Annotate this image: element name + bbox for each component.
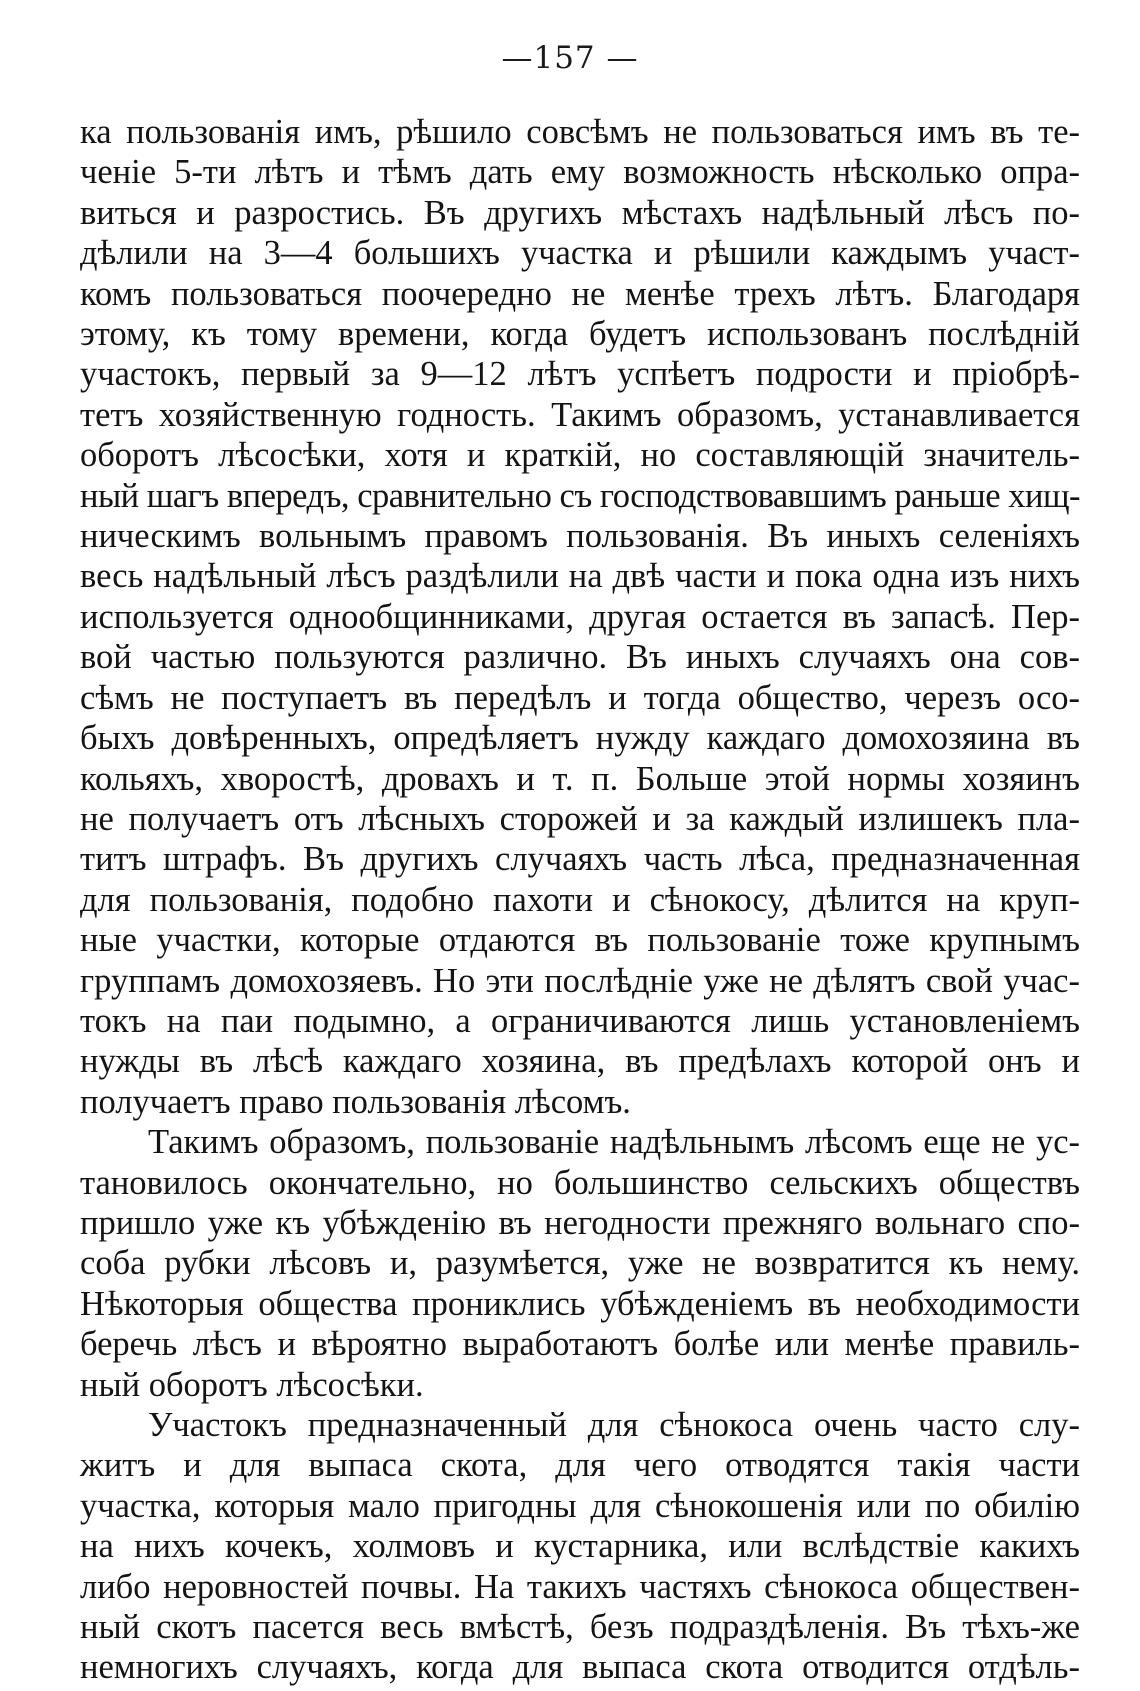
text-line: токъ на паи подымно, а ограничиваются лишь установленіемъ: [80, 1001, 1080, 1040]
text-line: ные участки, которые отдаются въ пользованіе тоже крупнымъ: [80, 921, 1080, 960]
text-line: ный шагъ впередъ, сравнительно съ господствовавшимъ раньше хищ-: [80, 476, 1080, 515]
text-line: дѣлили на 3—4 большихъ участка и рѣшили каждымъ участ-: [80, 234, 1080, 273]
text-line: пришло уже къ убѣжденію въ негодности прежняго вольнаго спо-: [80, 1203, 1080, 1242]
text-line: соба рубки лѣсовъ и, разумѣется, уже не возвратится къ нему.: [80, 1244, 1080, 1283]
text-line: ный скотъ пасется весь вмѣстѣ, безъ подраздѣленія. Въ тѣхъ-же: [80, 1608, 1080, 1647]
text-line: для пользованія, подобно пахоти и сѣнокосу, дѣлится на круп-: [80, 880, 1080, 919]
text-line: житъ и для выпаса скота, для чего отводятся такія части: [80, 1446, 1080, 1485]
text-line: виться и разростись. Въ другихъ мѣстахъ надѣльный лѣсъ по-: [80, 193, 1080, 232]
paragraph-3: [80, 1405, 1080, 1688]
text-line: сѣмъ не поступаетъ въ передѣлъ и тогда общество, черезъ осо-: [80, 678, 1080, 717]
text-line: группамъ домохозяевъ. Но эти послѣдніе уже не дѣлятъ свой учас-: [80, 961, 1080, 1000]
text-line: Такимъ образомъ, пользованіе надѣльнымъ лѣсомъ еще не ус-: [148, 1123, 1080, 1162]
page-number: —157 —: [501, 40, 639, 76]
text-line: не получаетъ отъ лѣсныхъ сторожей и за каждый излишекъ пла-: [80, 799, 1080, 838]
text-line: тетъ хозяйственную годность. Такимъ образомъ, устанавливается: [80, 395, 1080, 434]
text-line: ный оборотъ лѣсосѣки.: [80, 1365, 424, 1404]
text-line: получаетъ право пользованія лѣсомъ.: [80, 1082, 631, 1121]
text-line: либо неровностей почвы. На такихъ частяхъ сѣнокоса обществен-: [80, 1567, 1080, 1606]
text-line: вой частью пользуются различно. Въ иныхъ случаяхъ она сов-: [80, 638, 1080, 677]
text-line: титъ штрафъ. Въ другихъ случаяхъ часть лѣса, предназначенная: [80, 840, 1080, 879]
text-line: тановилось окончательно, но большинство сельскихъ обществъ: [80, 1163, 1080, 1202]
text-line: нужды въ лѣсѣ каждаго хозяина, въ предѣлахъ которой онъ и: [80, 1042, 1080, 1081]
text-line: ченіе 5-ти лѣтъ и тѣмъ дать ему возможность нѣсколько опра-: [80, 153, 1080, 192]
text-line: Участокъ предназначенный для сѣнокоса очень часто слу-: [148, 1406, 1080, 1444]
text-line: немногихъ случаяхъ, когда для выпаса скота отводится отдѣль-: [80, 1648, 1080, 1687]
text-line: участка, которыя мало пригодны для сѣнокошенія или по обилію: [80, 1486, 1080, 1525]
text-line: кольяхъ, хворостѣ, дровахъ и т. п. Больше этой нормы хозяинъ: [80, 759, 1080, 798]
text-line: ническимъ вольнымъ правомъ пользованія. Въ иныхъ селеніяхъ: [80, 517, 1080, 556]
paragraph-2: [80, 1122, 1080, 1405]
text-line: на нихъ кочекъ, холмовъ и кустарника, или вслѣдствіе какихъ: [80, 1527, 1080, 1566]
body-text: [80, 112, 1080, 1688]
text-line: используется однообщинниками, другая остается въ запасѣ. Пер-: [80, 597, 1080, 636]
text-line: беречь лѣсъ и вѣроятно выработаютъ болѣе или менѣе правиль-: [80, 1325, 1080, 1364]
text-line: этому, къ тому времени, когда будетъ использованъ послѣдній: [80, 315, 1080, 354]
text-line: быхъ довѣренныхъ, опредѣляетъ нужду каждаго домохозяина въ: [80, 719, 1080, 758]
text-line: Нѣкоторыя общества прониклись убѣжденіемъ въ необходимости: [80, 1284, 1080, 1323]
text-line: ка пользованія имъ, рѣшило совсѣмъ не пользоваться имъ въ те-: [80, 113, 1080, 151]
text-line: весь надѣльный лѣсъ раздѣлили на двѣ части и пока одна изъ нихъ: [80, 557, 1080, 596]
text-line: участокъ, первый за 9—12 лѣтъ успѣетъ подрости и пріобрѣ-: [80, 355, 1080, 394]
paragraph-1: [80, 112, 1080, 1122]
text-line: комъ пользоваться поочередно не менѣе трехъ лѣтъ. Благодаря: [80, 274, 1080, 313]
text-line: оборотъ лѣсосѣки, хотя и краткій, но составляющій значитель-: [80, 436, 1080, 475]
